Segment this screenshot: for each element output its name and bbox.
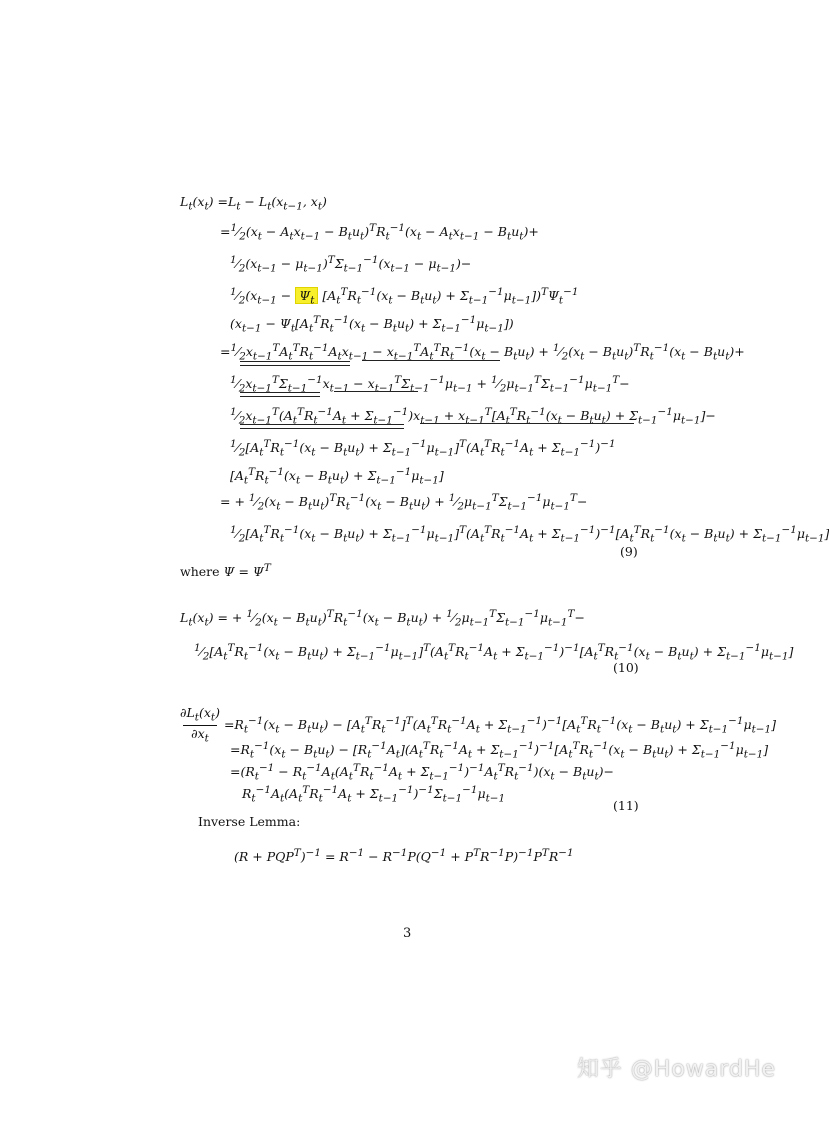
eq9-number: (9)	[620, 544, 638, 559]
eq9-line-5: $(x_{t-1} - \Psi_t[A_t^TR_t^{-1}(x_t - B_tu_t) + \Sigma_{t-1}^{-1}\mu_{t-1}])$	[230, 314, 514, 335]
eq9-line-9: $^1⁄_2[A_t^TR_t^{-1}(x_t - B_tu_t) + \Sigma_{t-1}^{-1}\mu_{t-1}]^T(A_t^TR_t^{-1}A_t + \Sigma_{t-1}^{-1})^{-1}$	[230, 438, 616, 459]
watermark: 知乎 @HowardHe	[576, 1057, 776, 1082]
inverse-lemma-formula: $(R + PQP^T)^{-1} = R^{-1} - R^{-1}P(Q^{-1} + P^TR^{-1}P)^{-1}P^TR^{-1}$	[234, 847, 574, 865]
eq9-line-10: $[A_t^TR_t^{-1}(x_t - B_tu_t) + \Sigma_{t-1}^{-1}\mu_{t-1}]$	[230, 466, 444, 487]
eq11-line-3: $=(R_t^{-1} - R_t^{-1}A_t(A_t^TR_t^{-1}A_t + \Sigma_{t-1}^{-1})^{-1}A_t^TR_t^{-1})(x_t - B_tu_t)-$	[230, 762, 615, 783]
eq9-line-2: $=^1⁄_2(x_t - A_tx_{t-1} - B_tu_t)^TR_t^{-1}(x_t - A_tx_{t-1} - B_tu_t)+$	[220, 222, 539, 243]
inverse-lemma-label: Inverse Lemma:	[198, 814, 301, 829]
eq11-line-1: $\partial L_t(x_t)$ $\partial x_t =R_t^{-1}(x_t - B_tu_t) - [A_t^TR_t^{-1}]^T(A_t^TR_t^{-1}A_t + \Sigma_{t-1}^{-1})^{-1}[A_t^TR_t^{-1}(x_t - B_tu_t) + \Sigma_{t-1}^{-1}\mu_{t-1}]$	[180, 705, 776, 744]
underline-single	[420, 423, 634, 424]
eq10-number: (10)	[613, 660, 639, 675]
eq9-line-1: $L_t(x_t) =L_t - L_t(x_{t-1}$, $x_t$)	[180, 194, 327, 213]
eq9-line-8: $^1⁄_2x_{t-1}^T(A_t^TR_t^{-1}A_t + \Sigma_{t-1}^{-1})x_{t-1} + x_{t-1}^T[A_t^TR_t^{-1}(x_t - B_tu_t) + \Sigma_{t-1}^{-1}\mu_{t-1}]-$	[230, 406, 716, 427]
where-text: where $\Psi = \Psi^T$	[180, 562, 271, 580]
underline-double	[240, 392, 320, 397]
underline-double	[240, 424, 404, 429]
eq9-line-12: $^1⁄_2[A_t^TR_t^{-1}(x_t - B_tu_t) + \Sigma_{t-1}^{-1}\mu_{t-1}]^T(A_t^TR_t^{-1}A_t + \Sigma_{t-1}^{-1})^{-1}[A_t^TR_t^{-1}(x_t - B_tu_t) + \Sigma_{t-1}^{-1}\mu_{t-1}]$	[230, 524, 829, 545]
eq11-line-2: $=R_t^{-1}(x_t - B_tu_t) - [R_t^{-1}A_t](A_t^TR_t^{-1}A_t + \Sigma_{t-1}^{-1})^{-1}[A_t^TR_t^{-1}(x_t - B_tu_t) + \Sigma_{t-1}^{-1}\mu_{t-1}]$	[230, 740, 769, 761]
psi-highlight: $\Psi_t$	[295, 287, 318, 304]
page-number: 3	[403, 926, 412, 941]
eq9-line-11: = + $^1⁄_2(x_t - B_tu_t)^TR_t^{-1}(x_t - B_tu_t)$ + $^1⁄_2\mu_{t-1}^T\Sigma_{t-1}^{-1}\mu_{t-1}^T-$	[220, 492, 588, 513]
eq9-line-3: $^1⁄_2(x_{t-1} - \mu_{t-1})^T\Sigma_{t-1}^{-1}(x_{t-1} - \mu_{t-1})-$	[230, 254, 472, 275]
eq9-line-4: $^1⁄_2(x_{t-1} - \Psi_t$ $[A_t^TR_t^{-1}(x_t - B_tu_t) + \Sigma_{t-1}^{-1}\mu_{t-1}])^T\Psi_t^{-1}$	[230, 286, 579, 307]
eq9-line-7: $^1⁄_2x_{t-1}^T\Sigma_{t-1}^{-1}x_{t-1} - x_{t-1}^T\Sigma_{t-1}^{-1}\mu_{t-1}$ + $^1⁄_2\mu_{t-1}^T\Sigma_{t-1}^{-1}\mu_{t-1}^T-$	[230, 374, 630, 395]
eq10-line-2: $^1⁄_2[A_t^TR_t^{-1}(x_t - B_tu_t) + \Sigma_{t-1}^{-1}\mu_{t-1}]^T(A_t^TR_t^{-1}A_t + \Sigma_{t-1}^{-1})^{-1}[A_t^TR_t^{-1}(x_t - B_tu_t) + \Sigma_{t-1}^{-1}\mu_{t-1}]$	[194, 642, 794, 663]
eq11-line-4: $R_t^{-1}A_t(A_t^TR_t^{-1}A_t + \Sigma_{t-1}^{-1})^{-1}\Sigma_{t-1}^{-1}\mu_{t-1}$	[242, 784, 506, 805]
underline-single	[362, 360, 500, 361]
underline-double	[240, 361, 350, 366]
underline-single	[334, 391, 418, 392]
eq10-line-1: $L_t(x_t)$ = + $^1⁄_2(x_t - B_tu_t)^TR_t^{-1}(x_t - B_tu_t)$ + $^1⁄_2\mu_{t-1}^T\Sigma_{t-1}^{-1}\mu_{t-1}^T-$	[180, 608, 585, 629]
eq9-line-6: $=^1⁄_2x_{t-1}^TA_t^TR_t^{-1}A_tx_{t-1} - x_{t-1}^TA_t^TR_t^{-1}(x_t - B_tu_t)$ + $^1⁄_2(x_t - B_tu_t)^TR_t^{-1}(x_t - B_tu_t)+$	[220, 342, 745, 363]
eq11-number: (11)	[613, 798, 639, 813]
